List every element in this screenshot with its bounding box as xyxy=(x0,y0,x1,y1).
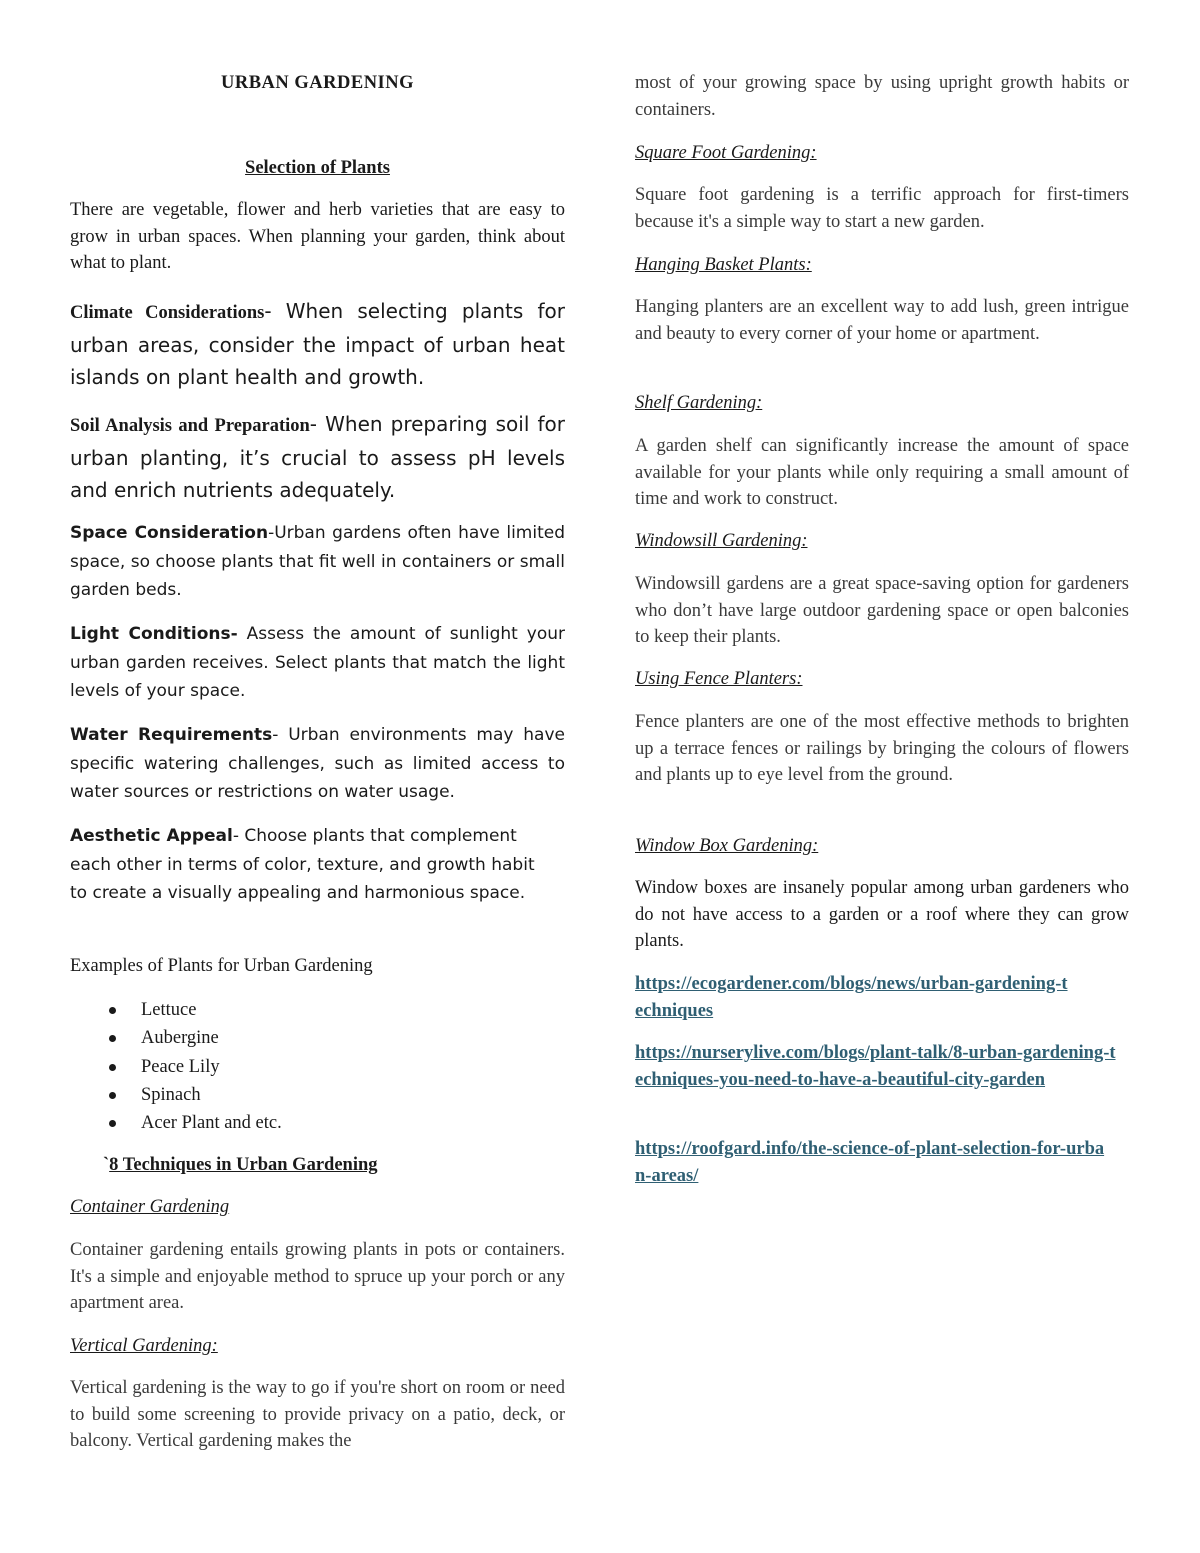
consideration-text: - Urban environments may have specific watering challenges, such as limited access to water sources or restrictions on water usage. xyxy=(70,725,565,802)
consideration-soil xyxy=(70,408,565,506)
technique-title: Container Gardening xyxy=(70,1197,230,1217)
technique-text: Fence planters are one of the most effective methods to brighten up a terrace fences or railings by bringing the colours of flowers and plants up to eye level from the ground. xyxy=(635,712,1129,785)
reference-link[interactable]: https://roofgard.info/the-science-of-plant-selection-for-urban-areas/ xyxy=(635,1139,1105,1186)
technique-text: Square foot gardening is a terrific approach for first-timers because it's a simple way to start a new garden. xyxy=(635,185,1129,232)
techniques-prefix: ` xyxy=(103,1155,110,1175)
technique-title: Hanging Basket Plants: xyxy=(635,255,812,275)
technique-text: Hanging planters are an excellent way to add lush, green intrigue and beauty to every corner of your home or apartment. xyxy=(635,297,1129,344)
technique-text: Vertical gardening is the way to go if you're short on room or need to build some screening to provide privacy on a patio, deck, or balcony. Vertical gardening makes the xyxy=(70,1378,565,1451)
technique-text: Windowsill gardens are a great space-saving option for gardeners who don’t have large outdoor gardening space or open balconies to keep their plants. xyxy=(635,574,1129,647)
technique-title: Windowsill Gardening: xyxy=(635,531,808,551)
technique-title: Using Fence Planters: xyxy=(635,669,803,689)
intro-paragraph: There are vegetable, flower and herb varieties that are easy to grow in urban spaces. When planning your garden, think about what to plant. xyxy=(70,200,565,273)
consideration-label: Water Requirements xyxy=(70,725,273,745)
consideration-label: Light Conditions- xyxy=(70,624,238,644)
technique-title: Shelf Gardening: xyxy=(635,393,763,413)
technique-title: Square Foot Gardening: xyxy=(635,143,817,163)
selection-heading: Selection of Plants xyxy=(245,158,390,178)
consideration-text: Assess the amount of sunlight your urban garden receives. Select plants that match the light levels of your space. xyxy=(70,624,566,701)
consideration-aesthetic xyxy=(70,822,555,908)
consideration-text: - When preparing soil for urban planting, it’s crucial to assess pH levels and enrich nutrients adequately. xyxy=(70,412,566,502)
technique-text-continued: most of your growing space by using upright growth habits or containers. xyxy=(635,73,1129,120)
list-item: Lettuce xyxy=(70,996,565,1024)
technique-text: Window boxes are insanely popular among urban gardeners who do not have access to a garden or a roof where they can grow plants. xyxy=(635,878,1129,951)
consideration-space xyxy=(70,519,565,605)
technique-text: Container gardening entails growing plants in pots or containers. It's a simple and enjoyable method to spruce up your porch or any apartment area. xyxy=(70,1240,565,1313)
consideration-climate xyxy=(70,295,565,393)
list-item: Spinach xyxy=(70,1081,565,1109)
techniques-heading xyxy=(103,1152,565,1178)
consideration-light xyxy=(70,620,565,706)
reference-link[interactable]: https://nurserylive.com/blogs/plant-talk/8-urban-gardening-techniques-you-need-to-have-a-beautiful-city-garden xyxy=(635,1043,1116,1090)
consideration-label: Space Consideration xyxy=(70,523,269,543)
consideration-text: - Choose plants that complement each other in terms of color, texture, and growth habit to create a visually appealing and harmonious space. xyxy=(70,826,535,903)
document-title: URBAN GARDENING xyxy=(220,73,415,93)
technique-title: Vertical Gardening: xyxy=(70,1336,218,1356)
technique-text: A garden shelf can significantly increase the amount of space available for your plants while only requiring a small amount of time and work to construct. xyxy=(635,436,1129,509)
list-item: Peace Lily xyxy=(70,1053,565,1081)
consideration-text: -Urban gardens often have limited space, so choose plants that fit well in containers or small garden beds. xyxy=(70,523,565,600)
technique-title: Window Box Gardening: xyxy=(635,836,819,856)
consideration-text: - When selecting plants for urban areas, consider the impact of urban heat islands on plant health and growth. xyxy=(70,299,565,389)
examples-list xyxy=(70,996,565,1137)
examples-intro: Examples of Plants for Urban Gardening xyxy=(70,956,373,976)
consideration-label: Soil Analysis and Preparation xyxy=(70,416,310,436)
consideration-label: Aesthetic Appeal xyxy=(70,826,233,846)
consideration-water xyxy=(70,721,565,807)
consideration-label: Climate Considerations xyxy=(70,303,265,323)
techniques-heading-text: 8 Techniques in Urban Gardening xyxy=(109,1155,378,1175)
list-item: Acer Plant and etc. xyxy=(70,1109,565,1137)
reference-link[interactable]: https://ecogardener.com/blogs/news/urban-gardening-techniques xyxy=(635,974,1068,1021)
list-item: Aubergine xyxy=(70,1024,565,1052)
